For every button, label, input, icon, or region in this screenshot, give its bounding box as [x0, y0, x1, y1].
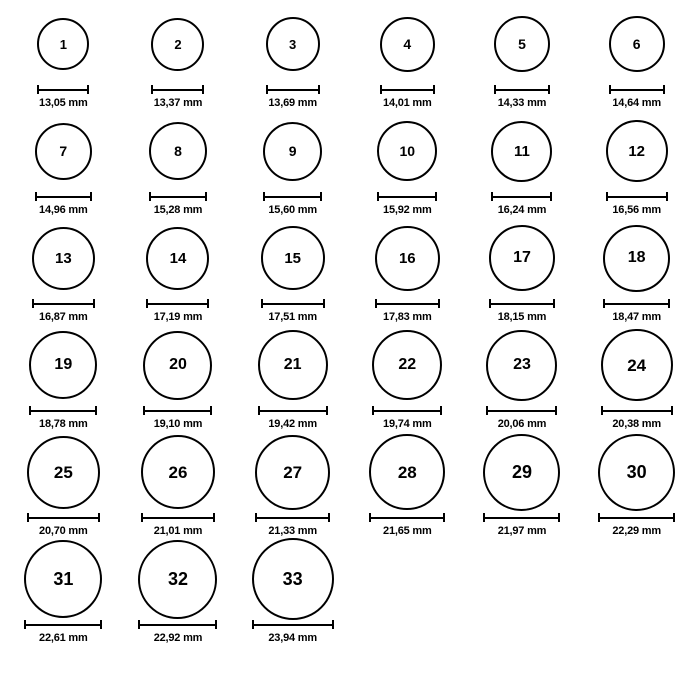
caliper-icon: [603, 299, 670, 308]
ring-diameter-label: 21,97 mm: [497, 525, 547, 537]
ring-diameter-label: 20,38 mm: [612, 418, 661, 430]
ring-size-cell[interactable]: [121, 539, 236, 646]
caliper-icon: [27, 513, 100, 522]
caliper-icon: [489, 299, 555, 308]
ring-circle-icon: [24, 540, 102, 618]
ring-circle-icon: [486, 330, 557, 401]
ring-circle-wrapper: [29, 325, 97, 405]
ring-measure: [252, 620, 334, 644]
ring-circle-icon: [258, 330, 328, 400]
ring-circle-icon: [489, 225, 555, 291]
ring-diameter-label: 23,94 mm: [268, 632, 317, 644]
ring-measure: [372, 406, 442, 430]
ring-diameter-label: 17,51 mm: [268, 311, 317, 323]
ring-size-number: 6: [632, 36, 641, 52]
ring-size-cell[interactable]: [579, 325, 694, 432]
ring-size-number: 16: [398, 249, 416, 267]
ring-size-cell[interactable]: [465, 4, 580, 111]
ring-size-cell[interactable]: [235, 111, 350, 218]
ring-circle-icon: [266, 17, 320, 71]
caliper-icon: [141, 513, 215, 522]
caliper-icon: [609, 85, 665, 94]
caliper-icon: [252, 620, 334, 629]
ring-measure: [143, 406, 212, 430]
ring-size-number: 21: [283, 356, 302, 373]
ring-size-cell[interactable]: [6, 218, 121, 325]
ring-measure: [151, 85, 204, 109]
ring-size-number: 28: [397, 462, 417, 482]
ring-size-cell[interactable]: [579, 218, 694, 325]
caliper-icon: [37, 85, 89, 94]
ring-circle-icon: [261, 226, 325, 290]
ring-measure: [138, 620, 217, 644]
ring-circle-icon: [601, 329, 673, 401]
ring-size-number: 13: [54, 249, 72, 267]
ring-measure: [606, 192, 668, 216]
ring-measure: [258, 406, 328, 430]
ring-circle-icon: [149, 122, 207, 180]
caliper-icon: [138, 620, 217, 629]
ring-diameter-label: 16,24 mm: [497, 204, 547, 216]
ring-circle-wrapper: [375, 218, 440, 298]
caliper-icon: [598, 513, 675, 522]
ring-size-number: 25: [53, 462, 73, 482]
ring-circle-wrapper: [146, 218, 209, 298]
ring-size-number: 31: [53, 569, 74, 589]
ring-measure: [29, 406, 97, 430]
ring-circle-icon: [483, 434, 560, 511]
caliper-icon: [491, 192, 552, 201]
caliper-icon: [494, 85, 550, 94]
caliper-icon: [372, 406, 442, 415]
ring-diameter-label: 13,69 mm: [268, 97, 317, 109]
ring-circle-wrapper: [27, 432, 100, 512]
ring-circle-wrapper: [35, 111, 92, 191]
ring-circle-icon: [369, 434, 445, 510]
ring-circle-icon: [598, 434, 675, 511]
ring-size-number: 1: [59, 36, 67, 52]
ring-size-number: 8: [174, 143, 182, 159]
caliper-icon: [601, 406, 673, 415]
ring-size-cell[interactable]: [465, 325, 580, 432]
ring-diameter-label: 19,74 mm: [383, 418, 432, 430]
caliper-icon: [29, 406, 97, 415]
caliper-icon: [263, 192, 322, 201]
ring-circle-wrapper: [491, 111, 552, 191]
ring-measure: [486, 406, 557, 430]
ring-circle-wrapper: [266, 4, 320, 84]
ring-size-number: 10: [399, 143, 416, 159]
caliper-icon: [369, 513, 445, 522]
ring-size-cell[interactable]: [579, 4, 694, 111]
ring-size-cell[interactable]: [6, 4, 121, 111]
ring-diameter-label: 17,83 mm: [383, 311, 432, 323]
ring-size-number: 29: [511, 462, 532, 482]
ring-diameter-label: 22,29 mm: [612, 525, 661, 537]
ring-circle-wrapper: [486, 325, 557, 405]
ring-size-number: 18: [627, 249, 646, 266]
ring-measure: [375, 299, 440, 323]
ring-size-number: 4: [403, 36, 412, 52]
ring-diameter-label: 16,87 mm: [39, 311, 88, 323]
ring-size-number: 11: [514, 142, 530, 160]
caliper-icon: [266, 85, 320, 94]
ring-diameter-label: 21,01 mm: [153, 525, 203, 537]
ring-circle-wrapper: [141, 432, 215, 512]
ring-measure: [494, 85, 550, 109]
ring-size-cell[interactable]: [6, 325, 121, 432]
ring-circle-wrapper: [149, 111, 207, 191]
ring-size-cell[interactable]: [350, 432, 465, 539]
ring-measure: [483, 513, 560, 537]
ring-measure: [27, 513, 100, 537]
ring-measure: [146, 299, 209, 323]
ring-size-cell[interactable]: [465, 218, 580, 325]
ring-diameter-label: 18,47 mm: [612, 311, 661, 323]
ring-size-cell[interactable]: [350, 111, 465, 218]
ring-measure: [261, 299, 325, 323]
ring-size-number: 24: [627, 355, 647, 375]
ring-diameter-label: 14,01 mm: [383, 97, 432, 109]
ring-size-number: 17: [513, 249, 531, 266]
ring-circle-wrapper: [598, 432, 675, 512]
ring-diameter-label: 16,56 mm: [612, 204, 661, 216]
ring-circle-wrapper: [372, 325, 442, 405]
ring-size-cell[interactable]: [235, 4, 350, 111]
ring-circle-wrapper: [255, 432, 330, 512]
ring-diameter-label: 19,10 mm: [153, 418, 203, 430]
ring-size-number: 15: [284, 249, 301, 267]
ring-circle-wrapper: [489, 218, 555, 298]
ring-circle-icon: [138, 540, 217, 619]
caliper-icon: [606, 192, 668, 201]
ring-size-number: 19: [54, 356, 73, 373]
ring-size-cell[interactable]: [350, 218, 465, 325]
ring-size-number: 20: [169, 356, 187, 373]
ring-circle-icon: [372, 330, 442, 400]
ring-circle-icon: [143, 331, 212, 400]
ring-size-number: 22: [398, 356, 417, 373]
ring-circle-icon: [151, 18, 204, 71]
ring-measure: [266, 85, 320, 109]
caliper-icon: [143, 406, 212, 415]
caliper-icon: [149, 192, 207, 201]
caliper-icon: [151, 85, 204, 94]
ring-diameter-label: 19,42 mm: [268, 418, 317, 430]
ring-circle-wrapper: [603, 218, 670, 298]
ring-size-number: 27: [283, 462, 303, 482]
ring-diameter-label: 15,60 mm: [268, 204, 317, 216]
ring-size-cell[interactable]: [121, 325, 236, 432]
ring-measure: [35, 192, 92, 216]
ring-size-cell[interactable]: [6, 539, 121, 646]
ring-circle-wrapper: [258, 325, 328, 405]
ring-diameter-label: 13,37 mm: [153, 97, 203, 109]
ring-size-cell[interactable]: [579, 111, 694, 218]
ring-measure: [149, 192, 207, 216]
ring-circle-wrapper: [24, 539, 102, 619]
ring-circle-wrapper: [380, 4, 435, 84]
ring-size-number: 12: [628, 142, 645, 160]
ring-measure: [489, 299, 555, 323]
ring-circle-icon: [27, 436, 100, 509]
caliper-icon: [146, 299, 209, 308]
ring-circle-wrapper: [483, 432, 560, 512]
ring-size-number: 3: [289, 36, 297, 52]
ring-measure: [255, 513, 330, 537]
ring-circle-wrapper: [261, 218, 325, 298]
ring-diameter-label: 14,64 mm: [612, 97, 661, 109]
ring-circle-icon: [491, 121, 552, 182]
ring-size-cell[interactable]: [6, 432, 121, 539]
ring-circle-wrapper: [494, 4, 550, 84]
caliper-icon: [255, 513, 330, 522]
ring-circle-icon: [255, 435, 330, 510]
ring-diameter-label: 18,15 mm: [497, 311, 547, 323]
ring-size-cell[interactable]: [121, 4, 236, 111]
ring-size-cell[interactable]: [579, 432, 694, 539]
ring-circle-wrapper: [377, 111, 437, 191]
ring-measure: [380, 85, 435, 109]
ring-diameter-label: 20,06 mm: [497, 418, 547, 430]
ring-size-number: 33: [282, 569, 303, 589]
ring-size-cell[interactable]: [465, 432, 580, 539]
ring-circle-icon: [32, 227, 95, 290]
ring-circle-wrapper: [263, 111, 322, 191]
ring-circle-wrapper: [138, 539, 217, 619]
ring-circle-wrapper: [606, 111, 668, 191]
ring-measure: [598, 513, 675, 537]
caliper-icon: [375, 299, 440, 308]
ring-measure: [491, 192, 552, 216]
ring-diameter-label: 20,70 mm: [39, 525, 88, 537]
ring-size-number: 7: [59, 143, 68, 159]
ring-size-number: 14: [169, 249, 187, 267]
ring-measure: [609, 85, 665, 109]
ring-diameter-label: 22,92 mm: [153, 632, 203, 644]
caliper-icon: [35, 192, 92, 201]
ring-size-cell[interactable]: [235, 325, 350, 432]
ring-size-cell[interactable]: [350, 325, 465, 432]
ring-diameter-label: 13,05 mm: [39, 97, 88, 109]
ring-diameter-label: 14,96 mm: [39, 204, 88, 216]
ring-measure: [601, 406, 673, 430]
ring-size-number: 32: [167, 569, 188, 589]
ring-diameter-label: 21,65 mm: [383, 525, 432, 537]
ring-size-number: 5: [518, 36, 526, 52]
ring-circle-wrapper: [32, 218, 95, 298]
ring-circle-icon: [603, 225, 670, 292]
ring-circle-icon: [606, 120, 668, 182]
ring-measure: [24, 620, 102, 644]
ring-circle-icon: [146, 227, 209, 290]
ring-diameter-label: 15,28 mm: [153, 204, 203, 216]
ring-diameter-label: 17,19 mm: [153, 311, 203, 323]
ring-measure: [141, 513, 215, 537]
ring-size-cell[interactable]: [235, 539, 350, 646]
ring-circle-icon: [35, 123, 92, 180]
ring-circle-icon: [252, 538, 334, 620]
ring-circle-wrapper: [252, 539, 334, 619]
ring-circle-icon: [263, 122, 322, 181]
caliper-icon: [24, 620, 102, 629]
ring-size-cell[interactable]: [6, 111, 121, 218]
ring-size-cell[interactable]: [121, 111, 236, 218]
ring-diameter-label: 15,92 mm: [383, 204, 432, 216]
ring-size-cell[interactable]: [465, 111, 580, 218]
ring-diameter-label: 14,33 mm: [497, 97, 547, 109]
ring-circle-wrapper: [369, 432, 445, 512]
caliper-icon: [258, 406, 328, 415]
ring-circle-icon: [494, 16, 550, 72]
caliper-icon: [483, 513, 560, 522]
ring-size-number: 23: [513, 356, 531, 373]
ring-diameter-label: 18,78 mm: [39, 418, 88, 430]
ring-measure: [263, 192, 322, 216]
ring-size-cell[interactable]: [350, 4, 465, 111]
caliper-icon: [261, 299, 325, 308]
ring-circle-icon: [609, 16, 665, 72]
ring-circle-wrapper: [601, 325, 673, 405]
ring-measure: [603, 299, 670, 323]
ring-diameter-label: 21,33 mm: [268, 525, 317, 537]
ring-measure: [37, 85, 89, 109]
ring-circle-icon: [377, 121, 437, 181]
caliper-icon: [32, 299, 95, 308]
ring-circle-wrapper: [609, 4, 665, 84]
ring-diameter-label: 22,61 mm: [39, 632, 88, 644]
ring-circle-icon: [380, 17, 435, 72]
ring-size-cell[interactable]: [235, 432, 350, 539]
caliper-icon: [377, 192, 437, 201]
ring-size-cell[interactable]: [121, 218, 236, 325]
ring-circle-wrapper: [37, 4, 89, 84]
ring-size-number: 9: [288, 143, 297, 159]
ring-circle-wrapper: [143, 325, 212, 405]
caliper-icon: [380, 85, 435, 94]
ring-size-number: 2: [174, 36, 182, 52]
ring-circle-icon: [29, 331, 97, 399]
caliper-icon: [486, 406, 557, 415]
ring-circle-icon: [37, 18, 89, 70]
ring-circle-icon: [141, 435, 215, 509]
ring-size-cell[interactable]: [121, 432, 236, 539]
ring-measure: [369, 513, 445, 537]
ring-circle-icon: [375, 226, 440, 291]
ring-circle-wrapper: [151, 4, 204, 84]
ring-size-cell[interactable]: [235, 218, 350, 325]
ring-size-number: 26: [168, 462, 188, 482]
ring-measure: [32, 299, 95, 323]
ring-measure: [377, 192, 437, 216]
ring-size-number: 30: [626, 462, 647, 482]
